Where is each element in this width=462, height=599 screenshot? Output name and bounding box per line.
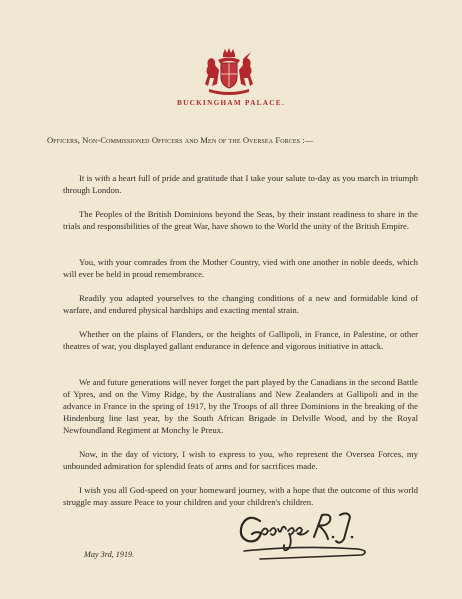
salutation: Officers, Non-Commissioned Officers and Men of the Oversea Forces :— — [47, 135, 314, 145]
letter-date: May 3rd, 1919. — [84, 550, 135, 559]
paragraph-4: Readily you adapted yourselves to the changing conditions of a new and formidable kind of warfare, and endured physical hardships and exacting mental strain. — [63, 293, 418, 316]
paragraph-8: I wish you all God-speed on your homeward journey, with a hope that the outcome of this world struggle may assure Peace to your children and your children's children. — [63, 485, 418, 508]
paragraph-1: It is with a heart full of pride and gratitude that I take your salute to-day as you march in triumph through London. — [63, 173, 418, 196]
paragraph-5: Whether on the plains of Flanders, or the heights of Gallipoli, in France, in Palestine, or other theatres of war, you displayed gallant endurance in defence and vigorous initiative in attack. — [63, 329, 418, 352]
paragraph-3: You, with your comrades from the Mother Country, vied with one another in noble deeds, which will ever be held in proud remembrance. — [63, 257, 418, 280]
royal-signature — [230, 503, 380, 565]
paragraph-2: The Peoples of the British Dominions beyond the Seas, by their instant readiness to share in the trials and responsibilities of the great War, have shown to the World the unity of the British Empire. — [63, 209, 418, 232]
palace-name: BUCKINGHAM PALACE. — [177, 99, 285, 107]
royal-coat-of-arms-icon — [203, 48, 255, 96]
paragraph-6: We and future generations will never forget the part played by the Canadians in the second Battle of Ypres, and on the Vimy Ridge, by the Australians and New Zealanders at Gallipoli and in the advance in France in the spring of 1917, by the Troops of all three Dominions in the breaking of the Hindenburg line last year, by the South African Brigade in Delville Wood, and by the Royal Newfoundland Regiment at Monchy le Preux. — [63, 377, 418, 436]
paragraph-7: Now, in the day of victory, I wish to express to you, who represent the Oversea Forces, my unbounded admiration for splendid feats of arms and for sacrifices made. — [63, 449, 418, 472]
